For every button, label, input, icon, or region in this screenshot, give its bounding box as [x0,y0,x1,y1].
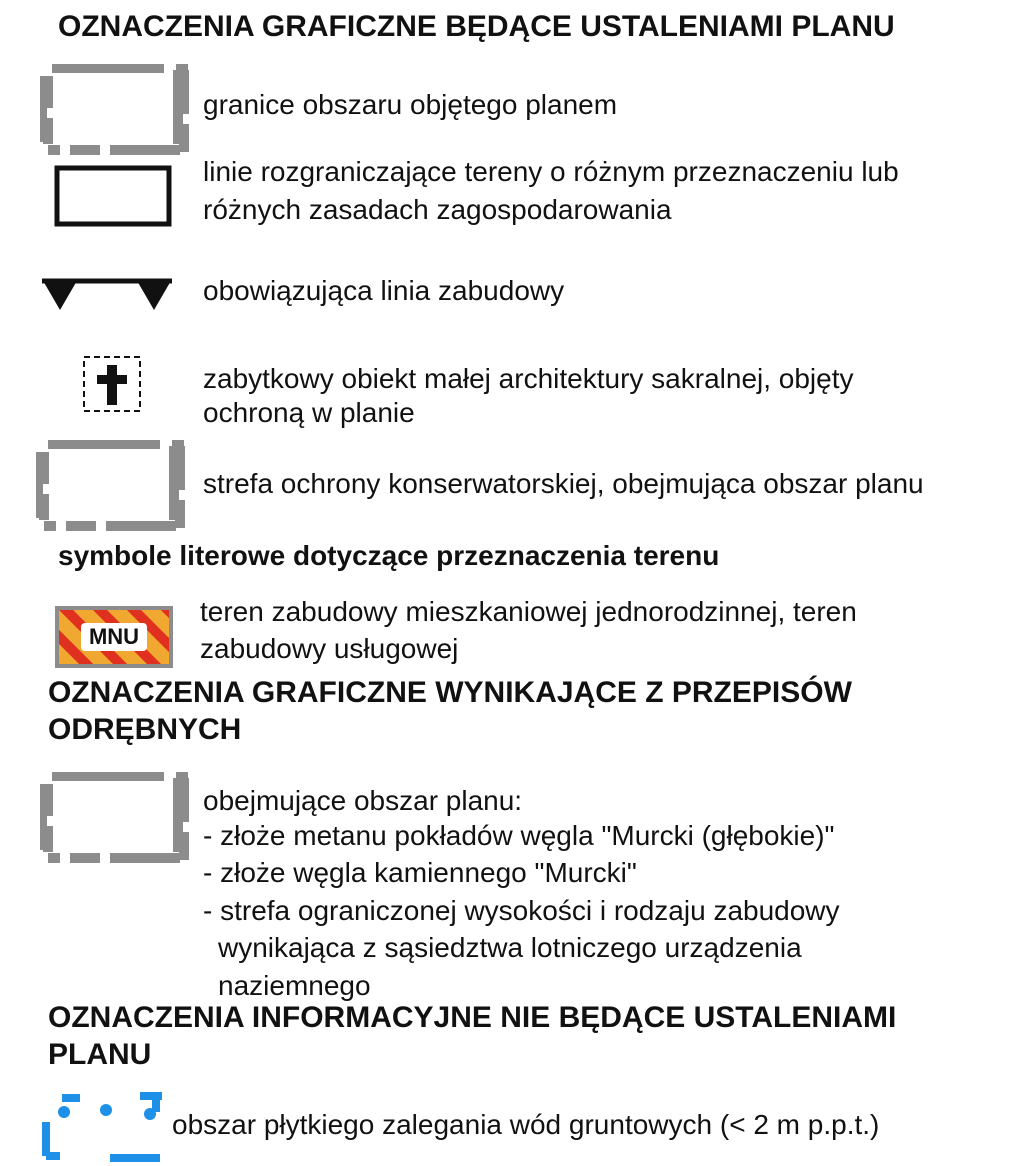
blue-dotted-frame-icon [40,1090,166,1162]
section-heading-informational-2: PLANU [48,1038,152,1071]
legend-label-conservation-zone: strefa ochrony konserwatorskiej, obejmująca obszar planu [203,468,924,499]
section-heading-plan-determinations: OZNACZENIA GRAFICZNE BĘDĄCE USTALENIAMI PLANU [58,10,895,43]
hatched-rectangle-icon [55,606,173,668]
section-heading-separate-regulations: OZNACZENIA GRAFICZNE WYNIKAJĄCE Z PRZEPISÓW [48,676,852,709]
section-heading-informational: OZNACZENIA INFORMACYJNE NIE BĘDĄCE USTALENIAMI [48,1001,897,1034]
triangle-line-icon [42,276,172,312]
legend-label-sacral-object-1: zabytkowy obiekt małej architektury sakralnej, objęty [203,363,854,394]
legend-label-dividing-lines-2: różnych zasadach zagospodarowania [203,194,672,225]
dashed-gray-frame-icon [40,772,190,864]
legend-label-plan-boundary: granice obszaru objętego planem [203,89,618,120]
subheading-letter-symbols: symbole literowe dotyczące przeznaczenia terenu [58,540,720,571]
legend-label-separate-item3-1: - strefa ograniczonej wysokości i rodzaju zabudowy [203,895,840,926]
legend-label-separate-item2: - złoże węgla kamiennego "Murcki" [203,857,637,888]
legend-label-dividing-lines-1: linie rozgraniczające tereny o różnym przeznaczeniu lub [203,156,899,187]
legend-label-mnu-2: zabudowy usługowej [200,633,459,664]
legend-label-separate-item3-3: naziemnego [218,970,371,1001]
legend-label-separate-intro: obejmujące obszar planu: [203,785,523,816]
legend-label-separate-item1: - złoże metanu pokładów węgla "Murcki (głębokie)" [203,820,835,851]
dashed-gray-frame-icon [40,64,190,156]
legend-label-separate-item3-2: wynikająca z sąsiedztwa lotniczego urządzenia [218,932,802,963]
mnu-symbol-label: MNU [88,624,140,649]
dashed-gray-frame-icon [36,440,186,532]
cross-icon [82,355,142,413]
legend-label-groundwater: obszar płytkiego zalegania wód gruntowych (< 2 m p.p.t.) [172,1109,880,1140]
legend-label-sacral-object-2: ochroną w planie [203,397,415,428]
black-rectangle-icon [54,165,172,227]
section-heading-separate-regulations-2: ODRĘBNYCH [48,713,242,746]
legend-label-mnu-1: teren zabudowy mieszkaniowej jednorodzinnej, teren [200,596,857,627]
legend-label-building-line: obowiązująca linia zabudowy [203,275,565,306]
